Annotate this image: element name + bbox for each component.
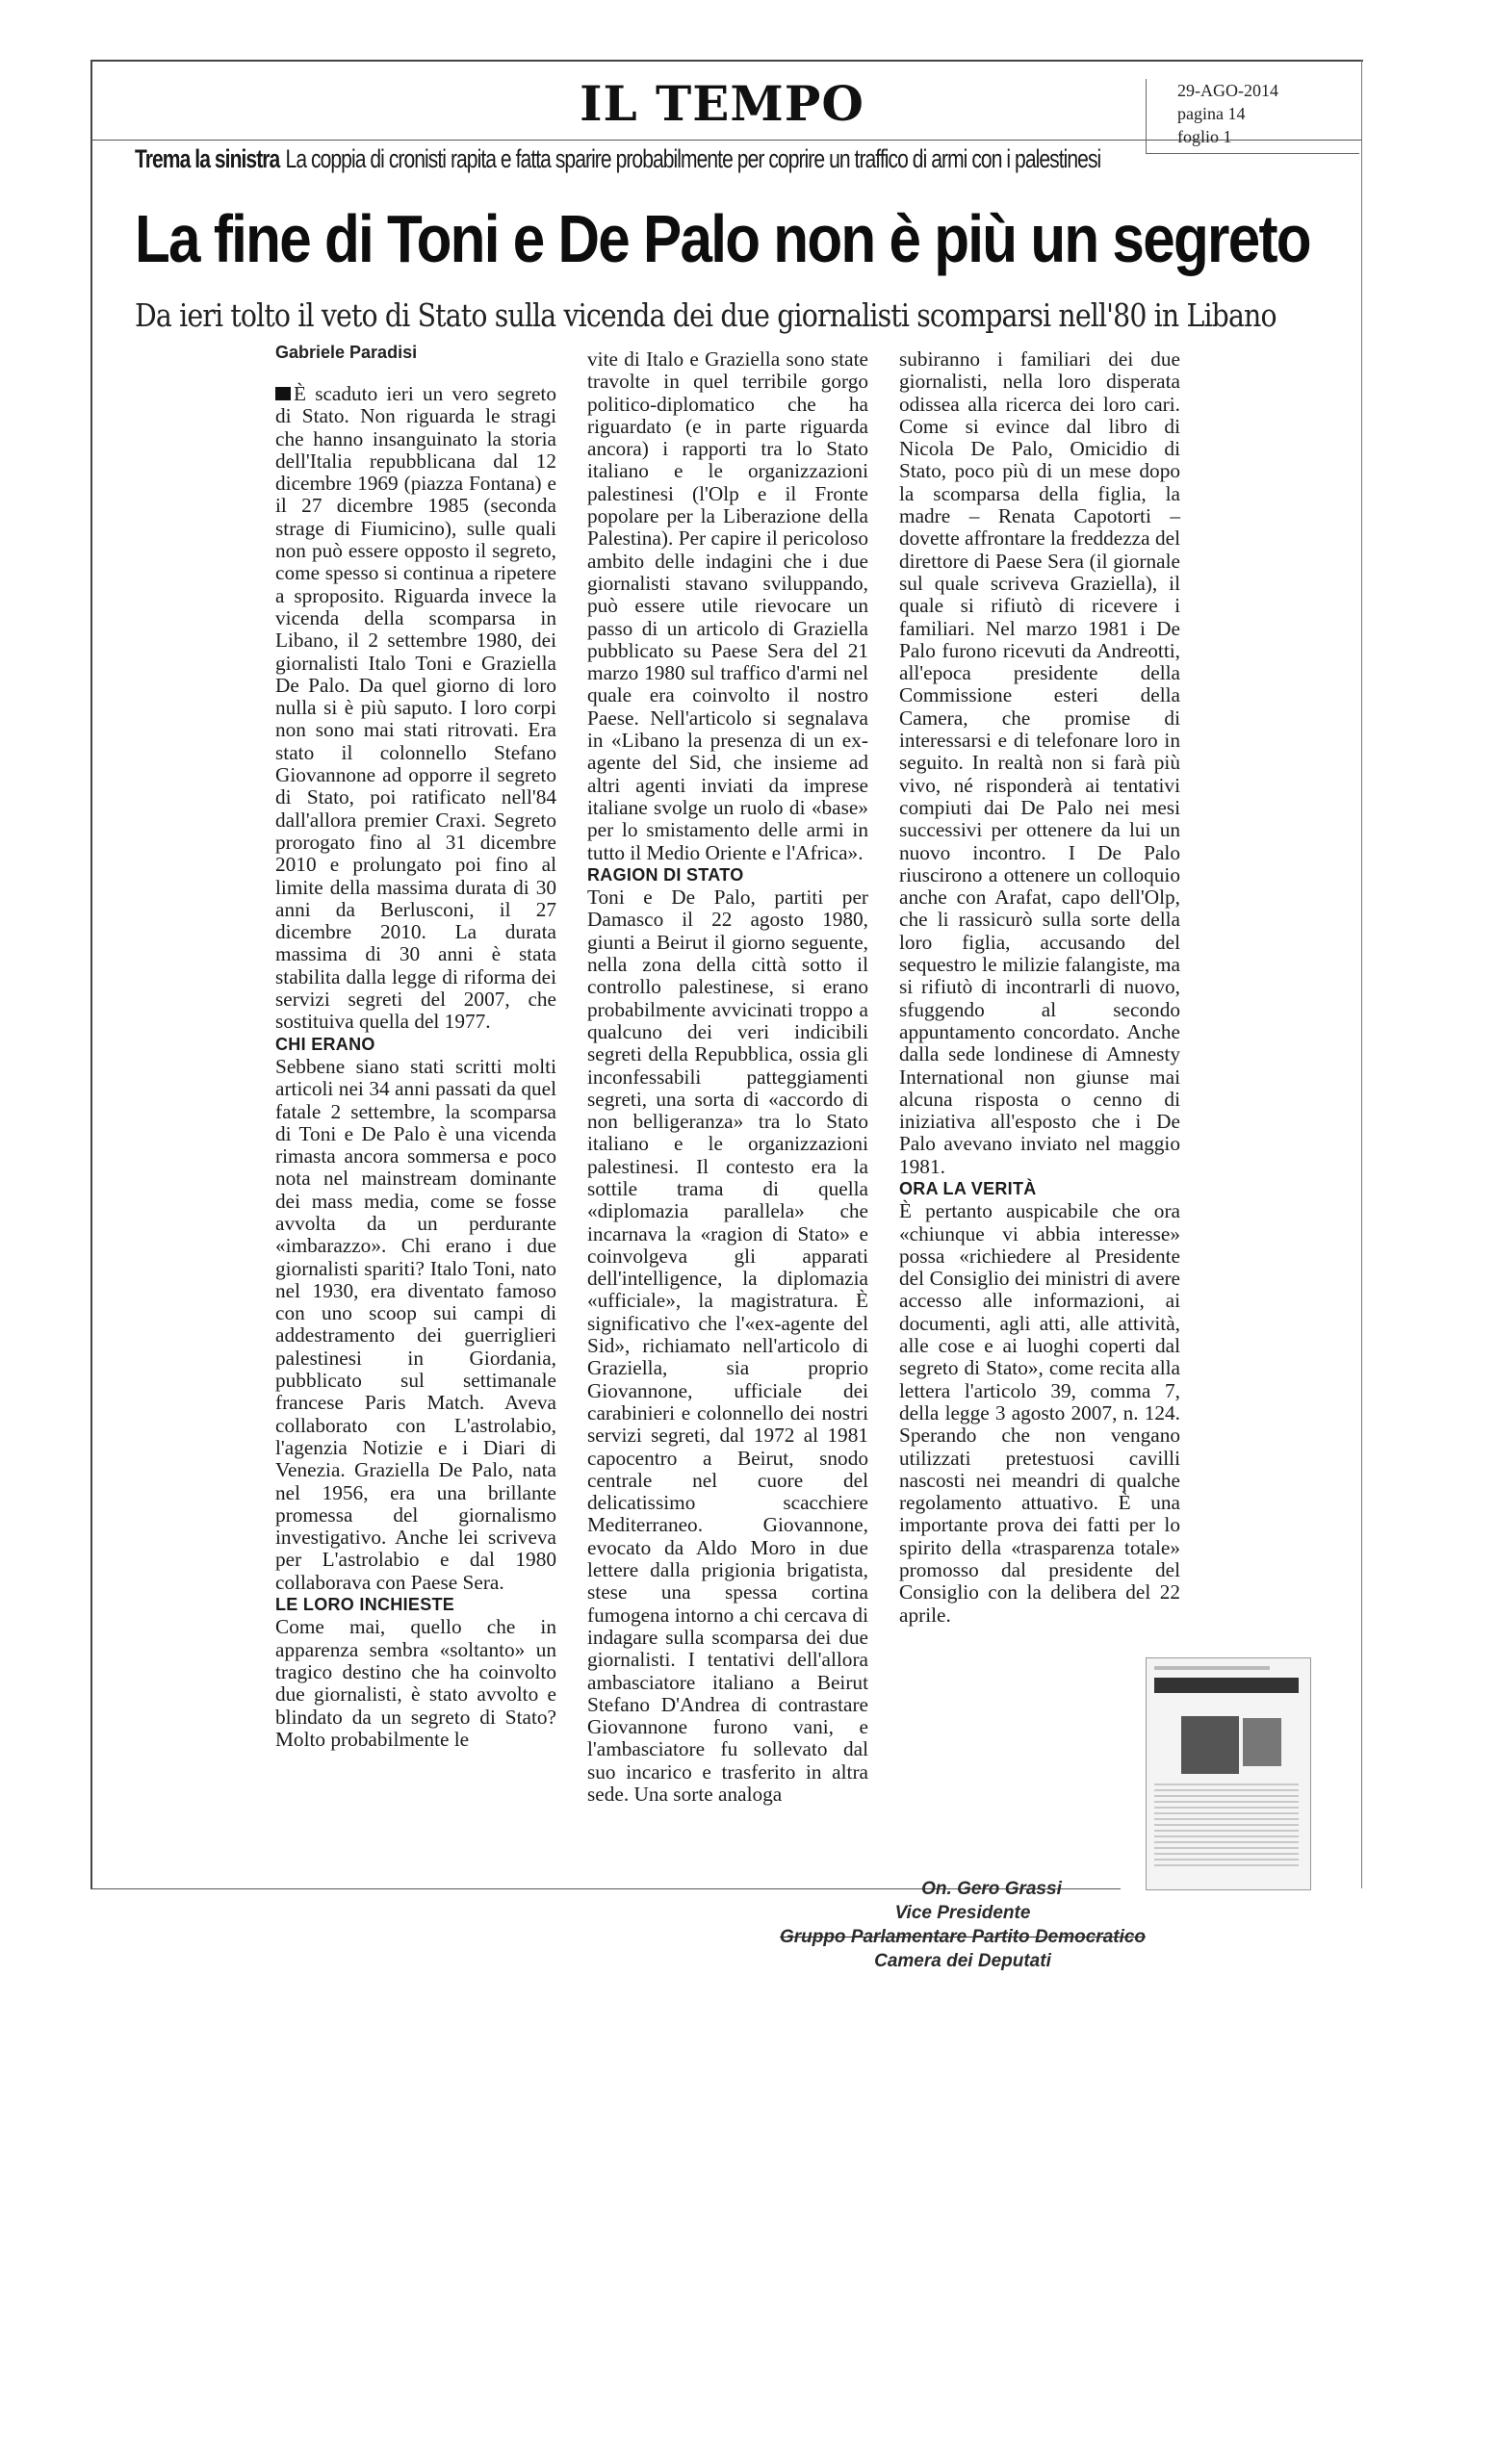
section-heading-chi-erano: CHI ERANO — [275, 1034, 375, 1054]
thumbnail-photo — [1181, 1716, 1239, 1774]
kicker-label: Trema la sinistra — [135, 144, 280, 173]
article-headline: La fine di Toni e De Palo non è più un segreto — [135, 201, 1310, 276]
signature-group: Gruppo Parlamentare Partito Democratico — [779, 1927, 1147, 1947]
section-heading-ora-la-verita: ORA LA VERITÀ — [899, 1178, 1037, 1198]
signature-chamber: Camera dei Deputati — [874, 1951, 1051, 1971]
page-frame-top — [90, 60, 1363, 62]
page-frame-left — [90, 60, 92, 1888]
signature-name: On. Gero Grassi — [921, 1879, 1062, 1899]
article-column-1 — [275, 383, 556, 1751]
thumbnail-photo-secondary — [1243, 1718, 1281, 1766]
page-label: pagina 14 — [1177, 104, 1246, 123]
article-byline: Gabriele Paradisi — [275, 343, 418, 362]
paragraph-ora-la-verita: È pertanto auspicabile che ora «chiunque vi abbia interesse» possa «richiedere al Presidente del Consiglio dei ministri di avere accesso alle informazioni, ai documenti, agli atti, alle attività, alle cose e ai luoghi coperti dal segreto di Stato», come recita alla lettera l'articolo 39, comma 7, della legge 3 agosto 2007, n. 124. Sperando che non vengano utilizzati pretestuosi cavilli nascosti nei meandri di qualche regolamento attuativo. È una importante prova dei fatti per lo spirito della «trasparenza totale» promosso dal presidente del Consiglio con la delibera del 22 aprile. — [899, 1199, 1180, 1627]
paragraph-inchieste: Come mai, quello che in apparenza sembra «soltanto» un tragico destino che ha coinvolto due giornalisti, è stato avvolto e blindato da un segreto di Stato? Molto probabilmente le — [275, 1615, 556, 1751]
sheet-label: foglio 1 — [1177, 127, 1232, 146]
date-label: 29-AGO-2014 — [1177, 81, 1278, 100]
section-heading-ragion-di-stato: RAGION DI STATO — [587, 864, 744, 885]
paragraph-chi-erano: Sebbene siano stati scritti molti articoli nei 34 anni passati da quel fatale 2 settembre, la scomparsa di Toni e De Palo è una vicenda rimasta ancora sommersa e poco nota nel mainstream dominante dei mass media, come se fosse avvolta da un perdurante «imbarazzo». Chi erano i due giornalisti spariti? Italo Toni, nato nel 1930, era diventato famoso con uno scoop sui campi di addestramento dei guerriglieri palestinesi in Giordania, pubblicato sul settimanale francese Paris Match. Aveva collaborato con L'astrolabio, l'agenzia Notizie e i Diari di Venezia. Graziella De Palo, nata nel 1956, era una brillante promessa del giornalismo investigativo. Anche lei scriveva per L'astrolabio e dal 1980 collaborava con Paese Sera. — [275, 1054, 556, 1594]
date-box — [1146, 79, 1359, 154]
article-column-2 — [587, 348, 868, 1806]
signature-role: Vice Presidente — [894, 1903, 1031, 1923]
article-subhead: Da ieri tolto il veto di Stato sulla vicenda dei due giornalisti scomparsi nell'80 in Libano — [135, 296, 1277, 334]
page-thumbnail-image — [1146, 1657, 1311, 1890]
kicker-text: La coppia di cronisti rapita e fatta sparire probabilmente per coprire un traffico di armi con i palestinesi — [285, 144, 1101, 173]
thumbnail-header — [1154, 1666, 1270, 1670]
article-column-3 — [899, 348, 1180, 1627]
paragraph-ragion-di-stato: Toni e De Palo, partiti per Damasco il 22 agosto 1980, giunti a Beirut il giorno seguente, nella zona della città sotto il controllo palestinese, si erano probabilmente avvicinati troppo a qualcuno dei veri indicibili segreti della Repubblica, ossia gli inconfessabili patteggiamenti segreti, una sorta di «accordo di non belligeranza» tra lo Stato italiano e le organizzazioni palestinesi. Il contesto era la sottile trama di quella «diplomazia parallela» che incarnava la «ragion di Stato» e coinvolgeva gli apparati dell'intelligence, la diplomazia «ufficiale», la magistratura. È significativo che l'«ex-agente del Sid», richiamato nell'articolo di Graziella, sia proprio Giovannone, ufficiale dei carabinieri e colonnello dei nostri servizi segreti, dal 1972 al 1981 capocentro a Beirut, snodo centrale nel cuore del delicatissimo scacchiere Mediterraneo. Giovannone, evocato da Aldo Moro in due lettere dalla prigionia brigatista, stese una spessa cortina fumogena intorno a chi cercava di indagare sulla scomparsa dei due giornalisti. I tentativi dell'allora ambasciatore italiano a Beirut Stefano D'Andrea di contrastare Giovannone furono vani, e l'ambasciatore fu sollevato dal suo incarico e trasferito in altra sede. Una sorte analoga — [587, 886, 868, 1806]
section-heading-inchieste: LE LORO INCHIESTE — [275, 1595, 455, 1615]
thumbnail-text-lines — [1154, 1784, 1299, 1870]
paragraph-intro: È scaduto ieri un vero segreto di Stato. Non riguarda le stragi che hanno insanguinato la storia dell'Italia repubblicana dal 12 dicembre 1969 (piazza Fontana) e il 27 dicembre 1985 (seconda strage di Fiumicino), sulle quali non può essere opposto il segreto, come spesso si continua a ripetere a sproposito. Riguarda invece la vicenda della scomparsa in Libano, il 2 settembre 1980, dei giornalisti Italo Toni e Graziella De Palo. Da quel giorno di loro nulla si è più saputo. I loro corpi non sono mai stati ritrovati. Era stato il colonnello Stefano Giovannone ad opporre il segreto di Stato, poi ratificato nell'84 dall'allora premier Craxi. Segreto prorogato fino al 31 dicembre 2010 e prolungato poi fino al limite della massima durata di 30 anni da Berlusconi, il 27 dicembre 2010. La durata massima di 30 anni è stata stabilita dalla legge di riforma dei servizi segreti del 2007, che sostituiva quella del 1977. — [275, 382, 556, 1034]
newspaper-masthead: IL TEMPO — [580, 75, 864, 132]
thumbnail-headline — [1154, 1678, 1299, 1693]
paragraph-familiari: subiranno i familiari dei due giornalisti, nella loro disperata odissea alla ricerca dei loro cari. Come si evince dal libro di Nicola De Palo, Omicidio di Stato, poco più di un mese dopo la scomparsa della figlia, la madre – Renata Capotorti – dovette affrontare la freddezza del direttore di Paese Sera (il giornale sul quale scriveva Graziella), il quale si rifiutò di ricevere i familiari. Nel marzo 1981 i De Palo furono ricevuti da Andreotti, all'epoca presidente della Commissione esteri della Camera, che promise di interessarsi e di telefonare loro in seguito. In realtà non si farà più vivo, né risponderà ai tentativi compiuti dai De Palo nei mesi successivi per ottenere da lui un nuovo incontro. I De Palo riuscirono a ottenere un colloquio anche con Arafat, capo dell'Olp, che li rassicurò sulla sorte della loro figlia, accusando del sequestro le milizie falangiste, ma si rifiutò di incontrarli di nuovo, sfuggendo al secondo appuntamento concordato. Anche dalla sede londinese di Amnesty International non giunse mai alcuna risposta o cenno di iniziativa all'esposto che i De Palo avevano inviato nel maggio 1981. — [899, 347, 1180, 1178]
paragraph-continuation: vite di Italo e Graziella sono state travolte in quel terribile gorgo politico-diplomatico che ha riguardato (e in parte riguarda ancora) i rapporti tra lo Stato italiano e le organizzazioni palestinesi (l'Olp e il Fronte popolare per la Liberazione della Palestina). Per capire il pericoloso ambito delle indagini che i due giornalisti stavano sviluppando, può essere utile rievocare un passo di un articolo di Graziella pubblicato su Paese Sera del 21 marzo 1980 sul traffico d'armi nel quale era coinvolto il nostro Paese. Nell'articolo si segnalava in «Libano la presenza di un ex-agente del Sid, che insieme ad altri agenti inviati da imprese italiane svolge un ruolo di «base» per lo smistamento delle armi in tutto il Medio Oriente e l'Africa». — [587, 347, 868, 864]
article-kicker — [135, 144, 1101, 174]
signature-stamp — [741, 1877, 1184, 1973]
page-frame-right — [1361, 60, 1362, 1888]
